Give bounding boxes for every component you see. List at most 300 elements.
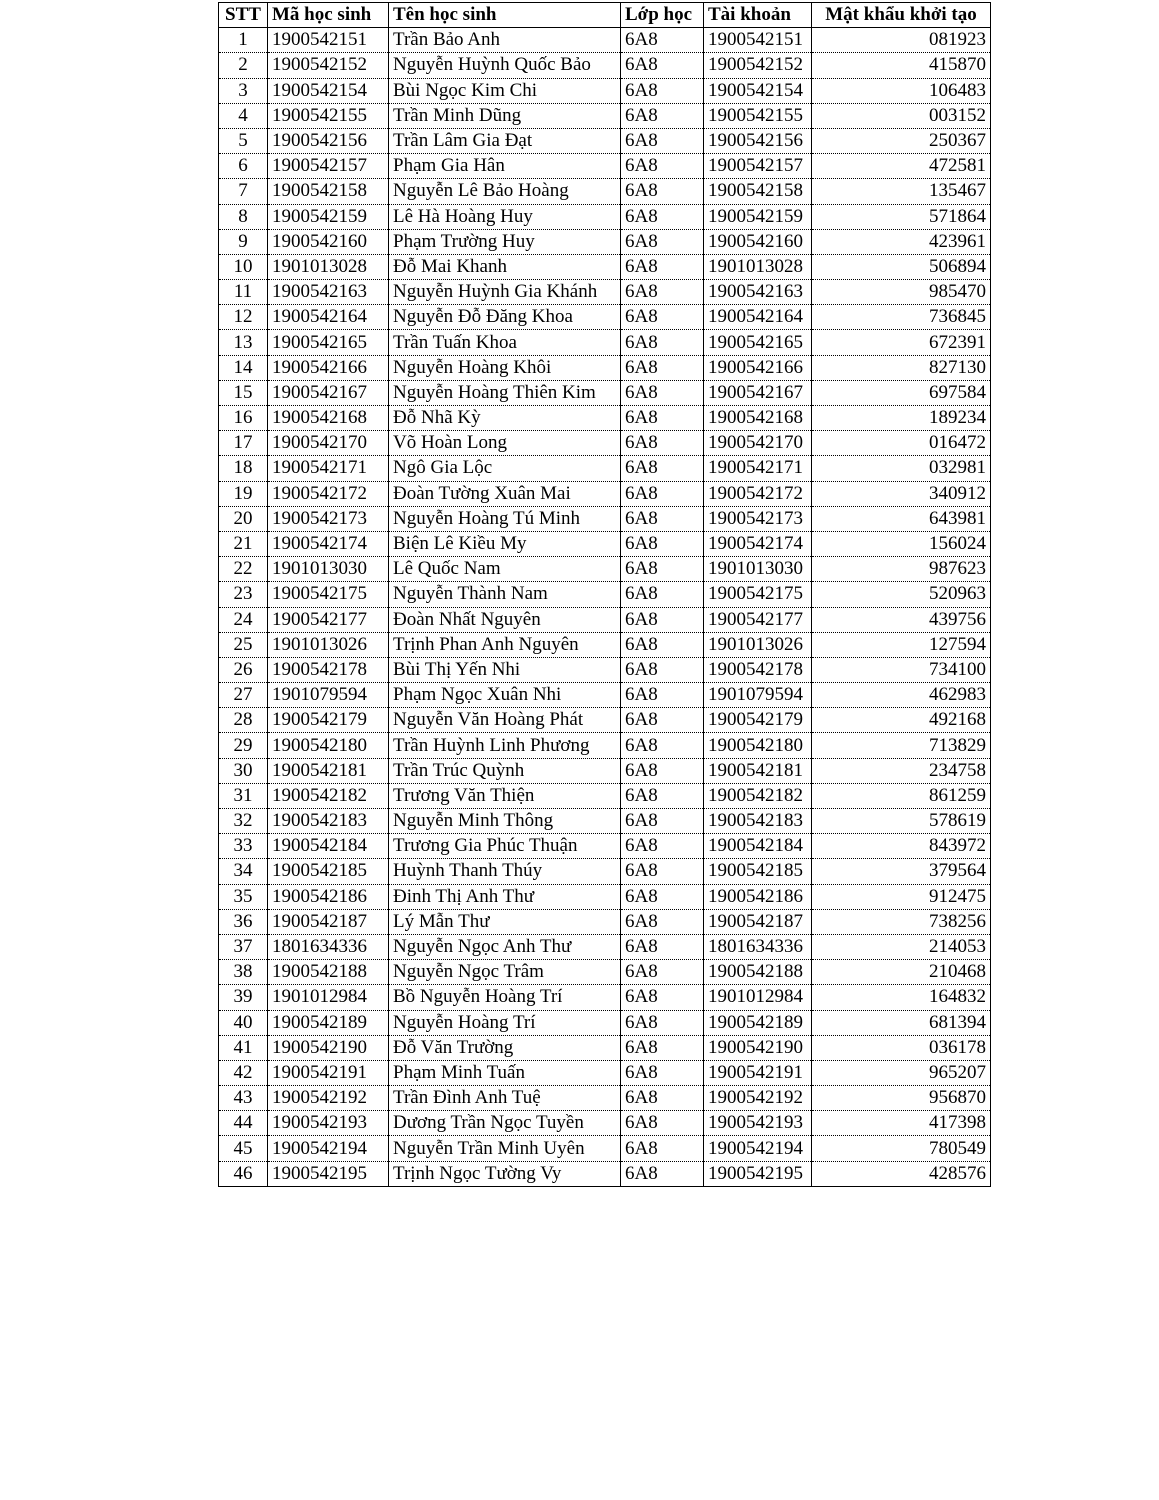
cell-class: 6A8 xyxy=(621,28,704,53)
cell-stt: 11 xyxy=(219,280,268,305)
cell-account: 1900542167 xyxy=(704,380,812,405)
cell-student-name: Đoàn Tường Xuân Mai xyxy=(389,481,621,506)
table-row xyxy=(219,632,991,657)
table-row xyxy=(219,355,991,380)
cell-stt: 37 xyxy=(219,934,268,959)
table-row xyxy=(219,985,991,1010)
cell-class: 6A8 xyxy=(621,78,704,103)
cell-student-id: 1900542156 xyxy=(268,128,389,153)
cell-stt: 8 xyxy=(219,204,268,229)
cell-initial-password: 578619 xyxy=(812,809,991,834)
table-row xyxy=(219,1086,991,1111)
cell-account: 1900542178 xyxy=(704,657,812,682)
cell-initial-password: 697584 xyxy=(812,380,991,405)
table-row xyxy=(219,1035,991,1060)
cell-class: 6A8 xyxy=(621,657,704,682)
cell-initial-password: 985470 xyxy=(812,280,991,305)
table-row xyxy=(219,657,991,682)
cell-class: 6A8 xyxy=(621,607,704,632)
cell-student-id: 1900542189 xyxy=(268,1010,389,1035)
table-row xyxy=(219,531,991,556)
cell-class: 6A8 xyxy=(621,1035,704,1060)
cell-initial-password: 250367 xyxy=(812,128,991,153)
cell-account: 1900542166 xyxy=(704,355,812,380)
cell-stt: 16 xyxy=(219,406,268,431)
cell-account: 1900542172 xyxy=(704,481,812,506)
cell-account: 1900542151 xyxy=(704,28,812,53)
column-header-class: Lớp học xyxy=(621,3,704,28)
cell-initial-password: 472581 xyxy=(812,154,991,179)
cell-student-id: 1900542180 xyxy=(268,733,389,758)
cell-account: 1900542189 xyxy=(704,1010,812,1035)
cell-stt: 32 xyxy=(219,809,268,834)
cell-class: 6A8 xyxy=(621,1136,704,1161)
cell-initial-password: 987623 xyxy=(812,557,991,582)
cell-stt: 33 xyxy=(219,834,268,859)
cell-initial-password: 956870 xyxy=(812,1086,991,1111)
cell-account: 1901012984 xyxy=(704,985,812,1010)
cell-stt: 10 xyxy=(219,254,268,279)
table-row xyxy=(219,481,991,506)
cell-stt: 28 xyxy=(219,708,268,733)
cell-student-id: 1900542152 xyxy=(268,53,389,78)
cell-student-id: 1900542178 xyxy=(268,657,389,682)
cell-account: 1900542195 xyxy=(704,1161,812,1186)
cell-class: 6A8 xyxy=(621,128,704,153)
cell-student-name: Nguyễn Ngọc Anh Thư xyxy=(389,934,621,959)
cell-initial-password: 506894 xyxy=(812,254,991,279)
cell-student-id: 1900542155 xyxy=(268,103,389,128)
cell-student-name: Lê Hà Hoàng Huy xyxy=(389,204,621,229)
cell-class: 6A8 xyxy=(621,103,704,128)
cell-student-name: Nguyễn Văn Hoàng Phát xyxy=(389,708,621,733)
cell-class: 6A8 xyxy=(621,506,704,531)
cell-student-name: Nguyễn Ngọc Trâm xyxy=(389,960,621,985)
cell-initial-password: 214053 xyxy=(812,934,991,959)
cell-account: 1900542174 xyxy=(704,531,812,556)
cell-account: 1900542191 xyxy=(704,1060,812,1085)
cell-student-name: Trần Minh Dũng xyxy=(389,103,621,128)
table-row xyxy=(219,431,991,456)
cell-account: 1900542157 xyxy=(704,154,812,179)
cell-student-id: 1900542164 xyxy=(268,305,389,330)
cell-student-name: Nguyễn Huỳnh Gia Khánh xyxy=(389,280,621,305)
cell-student-name: Trần Huỳnh Linh Phương xyxy=(389,733,621,758)
cell-stt: 25 xyxy=(219,632,268,657)
cell-initial-password: 164832 xyxy=(812,985,991,1010)
table-row xyxy=(219,254,991,279)
cell-initial-password: 827130 xyxy=(812,355,991,380)
cell-account: 1900542173 xyxy=(704,506,812,531)
cell-stt: 30 xyxy=(219,758,268,783)
cell-student-name: Huỳnh Thanh Thúy xyxy=(389,859,621,884)
cell-class: 6A8 xyxy=(621,582,704,607)
cell-student-name: Nguyễn Hoàng Tú Minh xyxy=(389,506,621,531)
cell-account: 1900542152 xyxy=(704,53,812,78)
cell-initial-password: 417398 xyxy=(812,1111,991,1136)
student-account-table xyxy=(218,2,991,1187)
cell-student-name: Đỗ Nhã Kỳ xyxy=(389,406,621,431)
cell-student-id: 1901013030 xyxy=(268,557,389,582)
cell-initial-password: 156024 xyxy=(812,531,991,556)
cell-student-name: Lê Quốc Nam xyxy=(389,557,621,582)
table-row xyxy=(219,330,991,355)
table-row xyxy=(219,406,991,431)
cell-class: 6A8 xyxy=(621,1161,704,1186)
table-header-row xyxy=(219,3,991,28)
cell-student-id: 1901079594 xyxy=(268,683,389,708)
table-row xyxy=(219,229,991,254)
cell-student-name: Nguyễn Thành Nam xyxy=(389,582,621,607)
cell-account: 1900542168 xyxy=(704,406,812,431)
cell-class: 6A8 xyxy=(621,985,704,1010)
cell-student-name: Phạm Minh Tuấn xyxy=(389,1060,621,1085)
cell-initial-password: 734100 xyxy=(812,657,991,682)
cell-student-id: 1901012984 xyxy=(268,985,389,1010)
cell-stt: 18 xyxy=(219,456,268,481)
cell-stt: 3 xyxy=(219,78,268,103)
cell-stt: 27 xyxy=(219,683,268,708)
table-row xyxy=(219,582,991,607)
cell-class: 6A8 xyxy=(621,380,704,405)
cell-stt: 34 xyxy=(219,859,268,884)
cell-stt: 43 xyxy=(219,1086,268,1111)
cell-account: 1900542163 xyxy=(704,280,812,305)
cell-initial-password: 423961 xyxy=(812,229,991,254)
cell-stt: 13 xyxy=(219,330,268,355)
cell-stt: 2 xyxy=(219,53,268,78)
cell-student-name: Đoàn Nhất Nguyên xyxy=(389,607,621,632)
cell-student-name: Bùi Thị Yến Nhi xyxy=(389,657,621,682)
cell-stt: 12 xyxy=(219,305,268,330)
cell-account: 1900542156 xyxy=(704,128,812,153)
cell-initial-password: 016472 xyxy=(812,431,991,456)
cell-account: 1900542159 xyxy=(704,204,812,229)
cell-initial-password: 912475 xyxy=(812,884,991,909)
cell-student-id: 1900542165 xyxy=(268,330,389,355)
cell-initial-password: 415870 xyxy=(812,53,991,78)
cell-student-name: Lý Mẫn Thư xyxy=(389,909,621,934)
table-row xyxy=(219,204,991,229)
cell-stt: 21 xyxy=(219,531,268,556)
cell-student-name: Trịnh Ngọc Tường Vy xyxy=(389,1161,621,1186)
cell-initial-password: 003152 xyxy=(812,103,991,128)
table-row xyxy=(219,456,991,481)
table-row xyxy=(219,305,991,330)
cell-student-name: Dương Trần Ngọc Tuyền xyxy=(389,1111,621,1136)
cell-stt: 19 xyxy=(219,481,268,506)
cell-student-name: Nguyễn Lê Bảo Hoàng xyxy=(389,179,621,204)
table-row xyxy=(219,103,991,128)
cell-student-name: Trần Lâm Gia Đạt xyxy=(389,128,621,153)
table-row xyxy=(219,28,991,53)
cell-account: 1900542160 xyxy=(704,229,812,254)
cell-account: 1900542187 xyxy=(704,909,812,934)
cell-stt: 14 xyxy=(219,355,268,380)
cell-initial-password: 843972 xyxy=(812,834,991,859)
column-header-student-id: Mã học sinh xyxy=(268,3,389,28)
cell-account: 1900542193 xyxy=(704,1111,812,1136)
cell-student-name: Trần Trúc Quỳnh xyxy=(389,758,621,783)
cell-stt: 24 xyxy=(219,607,268,632)
cell-initial-password: 462983 xyxy=(812,683,991,708)
cell-account: 1900542164 xyxy=(704,305,812,330)
cell-initial-password: 210468 xyxy=(812,960,991,985)
cell-stt: 45 xyxy=(219,1136,268,1161)
cell-stt: 35 xyxy=(219,884,268,909)
cell-student-name: Nguyễn Trần Minh Uyên xyxy=(389,1136,621,1161)
cell-initial-password: 036178 xyxy=(812,1035,991,1060)
cell-student-name: Nguyễn Hoàng Trí xyxy=(389,1010,621,1035)
cell-class: 6A8 xyxy=(621,859,704,884)
table-row xyxy=(219,506,991,531)
table-row xyxy=(219,758,991,783)
cell-account: 1900542192 xyxy=(704,1086,812,1111)
cell-student-id: 1900542195 xyxy=(268,1161,389,1186)
cell-student-id: 1900542191 xyxy=(268,1060,389,1085)
cell-student-id: 1900542166 xyxy=(268,355,389,380)
cell-student-name: Trần Đình Anh Tuệ xyxy=(389,1086,621,1111)
cell-account: 1801634336 xyxy=(704,934,812,959)
table-row xyxy=(219,607,991,632)
cell-initial-password: 738256 xyxy=(812,909,991,934)
cell-class: 6A8 xyxy=(621,481,704,506)
table-row xyxy=(219,128,991,153)
column-header-account: Tài khoản xyxy=(704,3,812,28)
table-row xyxy=(219,884,991,909)
cell-class: 6A8 xyxy=(621,1060,704,1085)
cell-initial-password: 492168 xyxy=(812,708,991,733)
table-row xyxy=(219,557,991,582)
cell-stt: 6 xyxy=(219,154,268,179)
cell-account: 1900542188 xyxy=(704,960,812,985)
column-header-student-name: Tên học sinh xyxy=(389,3,621,28)
cell-stt: 22 xyxy=(219,557,268,582)
cell-student-name: Biện Lê Kiều My xyxy=(389,531,621,556)
cell-class: 6A8 xyxy=(621,531,704,556)
cell-class: 6A8 xyxy=(621,305,704,330)
cell-student-id: 1900542187 xyxy=(268,909,389,934)
cell-student-name: Trần Tuấn Khoa xyxy=(389,330,621,355)
cell-student-id: 1900542163 xyxy=(268,280,389,305)
cell-student-id: 1900542171 xyxy=(268,456,389,481)
cell-class: 6A8 xyxy=(621,431,704,456)
cell-initial-password: 135467 xyxy=(812,179,991,204)
cell-class: 6A8 xyxy=(621,632,704,657)
cell-stt: 1 xyxy=(219,28,268,53)
cell-class: 6A8 xyxy=(621,557,704,582)
column-header-stt: STT xyxy=(219,3,268,28)
cell-student-name: Nguyễn Hoàng Thiên Kim xyxy=(389,380,621,405)
table-row xyxy=(219,78,991,103)
cell-class: 6A8 xyxy=(621,229,704,254)
cell-student-name: Võ Hoàn Long xyxy=(389,431,621,456)
cell-initial-password: 234758 xyxy=(812,758,991,783)
cell-account: 1901013028 xyxy=(704,254,812,279)
cell-student-id: 1900542174 xyxy=(268,531,389,556)
cell-class: 6A8 xyxy=(621,934,704,959)
cell-initial-password: 189234 xyxy=(812,406,991,431)
cell-class: 6A8 xyxy=(621,53,704,78)
cell-account: 1901013026 xyxy=(704,632,812,657)
cell-account: 1900542179 xyxy=(704,708,812,733)
cell-student-id: 1900542194 xyxy=(268,1136,389,1161)
cell-student-id: 1900542167 xyxy=(268,380,389,405)
cell-initial-password: 379564 xyxy=(812,859,991,884)
cell-class: 6A8 xyxy=(621,758,704,783)
table-row xyxy=(219,154,991,179)
cell-class: 6A8 xyxy=(621,809,704,834)
cell-student-name: Phạm Trường Huy xyxy=(389,229,621,254)
table-row xyxy=(219,834,991,859)
cell-student-id: 1900542158 xyxy=(268,179,389,204)
cell-initial-password: 861259 xyxy=(812,783,991,808)
cell-initial-password: 965207 xyxy=(812,1060,991,1085)
cell-stt: 20 xyxy=(219,506,268,531)
cell-account: 1900542190 xyxy=(704,1035,812,1060)
cell-student-name: Trương Văn Thiện xyxy=(389,783,621,808)
cell-class: 6A8 xyxy=(621,456,704,481)
table-row xyxy=(219,733,991,758)
cell-class: 6A8 xyxy=(621,254,704,279)
cell-initial-password: 643981 xyxy=(812,506,991,531)
cell-account: 1900542154 xyxy=(704,78,812,103)
table-row xyxy=(219,909,991,934)
table-row xyxy=(219,1136,991,1161)
cell-student-name: Bồ Nguyễn Hoàng Trí xyxy=(389,985,621,1010)
cell-student-id: 1900542183 xyxy=(268,809,389,834)
cell-account: 1900542181 xyxy=(704,758,812,783)
cell-student-id: 1900542184 xyxy=(268,834,389,859)
table-row xyxy=(219,708,991,733)
table-row xyxy=(219,960,991,985)
cell-account: 1900542155 xyxy=(704,103,812,128)
table-row xyxy=(219,859,991,884)
column-header-initial-password: Mật khẩu khởi tạo xyxy=(812,3,991,28)
cell-stt: 5 xyxy=(219,128,268,153)
cell-class: 6A8 xyxy=(621,683,704,708)
cell-student-id: 1901013028 xyxy=(268,254,389,279)
cell-student-id: 1900542182 xyxy=(268,783,389,808)
cell-student-name: Đinh Thị Anh Thư xyxy=(389,884,621,909)
cell-stt: 4 xyxy=(219,103,268,128)
cell-student-name: Đỗ Văn Trường xyxy=(389,1035,621,1060)
cell-initial-password: 713829 xyxy=(812,733,991,758)
cell-class: 6A8 xyxy=(621,834,704,859)
cell-initial-password: 127594 xyxy=(812,632,991,657)
cell-student-name: Phạm Gia Hân xyxy=(389,154,621,179)
cell-class: 6A8 xyxy=(621,179,704,204)
cell-initial-password: 032981 xyxy=(812,456,991,481)
table-row xyxy=(219,1010,991,1035)
cell-class: 6A8 xyxy=(621,1111,704,1136)
cell-student-id: 1900542188 xyxy=(268,960,389,985)
cell-student-id: 1900542181 xyxy=(268,758,389,783)
cell-stt: 44 xyxy=(219,1111,268,1136)
cell-initial-password: 520963 xyxy=(812,582,991,607)
cell-student-id: 1900542173 xyxy=(268,506,389,531)
cell-stt: 39 xyxy=(219,985,268,1010)
table-row xyxy=(219,934,991,959)
table-body xyxy=(219,28,991,1187)
cell-account: 1900542183 xyxy=(704,809,812,834)
cell-account: 1900542170 xyxy=(704,431,812,456)
cell-student-id: 1900542151 xyxy=(268,28,389,53)
cell-stt: 23 xyxy=(219,582,268,607)
cell-student-id: 1900542168 xyxy=(268,406,389,431)
cell-initial-password: 428576 xyxy=(812,1161,991,1186)
cell-student-id: 1900542179 xyxy=(268,708,389,733)
cell-initial-password: 736845 xyxy=(812,305,991,330)
cell-student-id: 1900542185 xyxy=(268,859,389,884)
cell-class: 6A8 xyxy=(621,1086,704,1111)
cell-stt: 15 xyxy=(219,380,268,405)
cell-student-id: 1900542159 xyxy=(268,204,389,229)
cell-student-id: 1900542160 xyxy=(268,229,389,254)
cell-student-id: 1900542192 xyxy=(268,1086,389,1111)
cell-class: 6A8 xyxy=(621,280,704,305)
cell-student-id: 1900542170 xyxy=(268,431,389,456)
cell-class: 6A8 xyxy=(621,960,704,985)
table-row xyxy=(219,53,991,78)
cell-stt: 7 xyxy=(219,179,268,204)
cell-stt: 36 xyxy=(219,909,268,934)
cell-student-id: 1900542172 xyxy=(268,481,389,506)
cell-account: 1900542165 xyxy=(704,330,812,355)
cell-initial-password: 681394 xyxy=(812,1010,991,1035)
cell-student-id: 1900542193 xyxy=(268,1111,389,1136)
cell-student-id: 1901013026 xyxy=(268,632,389,657)
table-row xyxy=(219,783,991,808)
table-row xyxy=(219,1111,991,1136)
cell-account: 1900542185 xyxy=(704,859,812,884)
table-row xyxy=(219,1060,991,1085)
cell-class: 6A8 xyxy=(621,909,704,934)
cell-stt: 17 xyxy=(219,431,268,456)
cell-class: 6A8 xyxy=(621,154,704,179)
cell-stt: 40 xyxy=(219,1010,268,1035)
cell-initial-password: 672391 xyxy=(812,330,991,355)
cell-student-name: Ngô Gia Lộc xyxy=(389,456,621,481)
cell-account: 1900542184 xyxy=(704,834,812,859)
cell-student-name: Nguyễn Minh Thông xyxy=(389,809,621,834)
cell-student-id: 1900542175 xyxy=(268,582,389,607)
table-row xyxy=(219,1161,991,1186)
cell-student-name: Nguyễn Hoàng Khôi xyxy=(389,355,621,380)
cell-class: 6A8 xyxy=(621,884,704,909)
table-row xyxy=(219,380,991,405)
cell-initial-password: 571864 xyxy=(812,204,991,229)
cell-class: 6A8 xyxy=(621,733,704,758)
cell-stt: 26 xyxy=(219,657,268,682)
cell-stt: 42 xyxy=(219,1060,268,1085)
cell-account: 1900542158 xyxy=(704,179,812,204)
cell-account: 1901013030 xyxy=(704,557,812,582)
cell-account: 1900542177 xyxy=(704,607,812,632)
cell-account: 1900542175 xyxy=(704,582,812,607)
cell-class: 6A8 xyxy=(621,204,704,229)
cell-student-id: 1900542190 xyxy=(268,1035,389,1060)
cell-class: 6A8 xyxy=(621,708,704,733)
cell-class: 6A8 xyxy=(621,330,704,355)
cell-class: 6A8 xyxy=(621,406,704,431)
cell-student-id: 1900542157 xyxy=(268,154,389,179)
cell-account: 1900542186 xyxy=(704,884,812,909)
cell-account: 1901079594 xyxy=(704,683,812,708)
cell-initial-password: 081923 xyxy=(812,28,991,53)
cell-class: 6A8 xyxy=(621,783,704,808)
cell-class: 6A8 xyxy=(621,355,704,380)
